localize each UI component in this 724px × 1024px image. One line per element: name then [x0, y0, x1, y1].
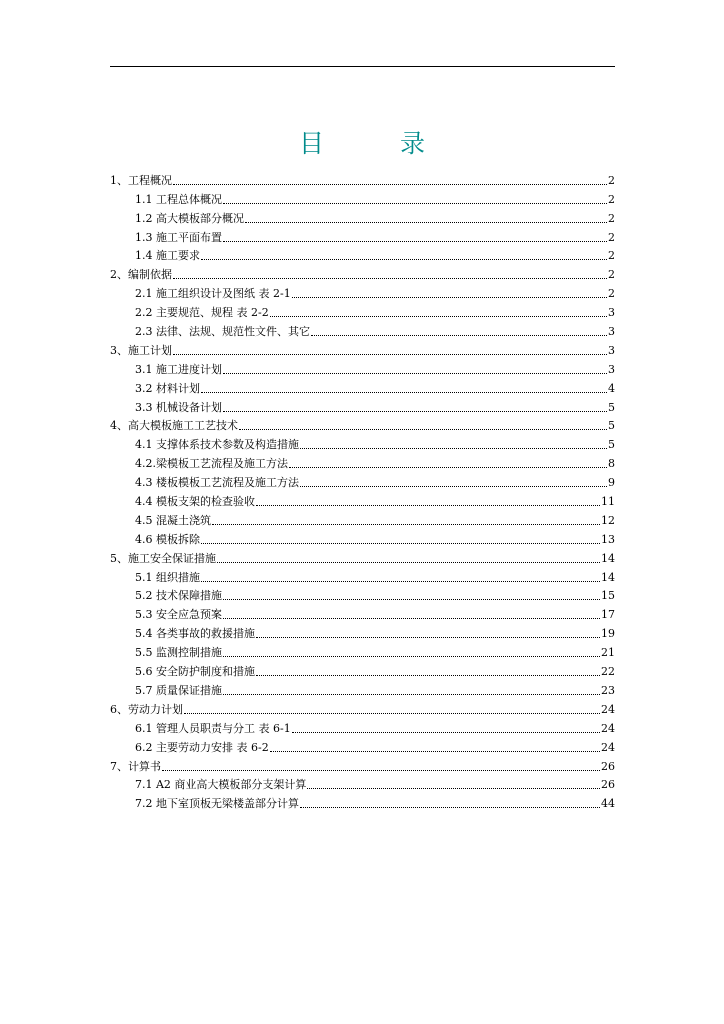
toc-entry-label: 5.3 安全应急预案 — [135, 608, 222, 622]
toc-entry-label: 6、劳动力计划 — [110, 702, 183, 716]
toc-page-number: 5 — [608, 419, 615, 433]
toc-entry-label: 1、工程概况 — [110, 173, 172, 187]
toc-section-entry[interactable] — [110, 281, 615, 300]
toc-entry-label: 5.4 各类事故的救援措施 — [135, 627, 255, 641]
toc-section-entry[interactable] — [110, 659, 615, 678]
toc-dot-leader — [173, 278, 607, 279]
toc-page-number: 24 — [601, 740, 615, 754]
toc-section-entry[interactable] — [110, 508, 615, 527]
toc-page-number: 3 — [608, 325, 615, 339]
toc-section-entry[interactable] — [110, 602, 615, 621]
toc-chapter-entry[interactable] — [110, 754, 615, 773]
toc-entry-label: 4.3 楼板模板工艺流程及施工方法 — [135, 476, 299, 490]
toc-section-entry[interactable] — [110, 565, 615, 584]
toc-entry-label: 5.2 技术保障措施 — [135, 589, 222, 603]
toc-section-entry[interactable] — [110, 621, 615, 640]
header-rule — [110, 66, 615, 67]
toc-chapter-entry[interactable] — [110, 262, 615, 281]
toc-entry-label: 3.1 施工进度计划 — [135, 362, 222, 376]
toc-dot-leader — [217, 562, 600, 563]
toc-dot-leader — [223, 618, 600, 619]
toc-dot-leader — [201, 392, 607, 393]
toc-entry-label: 5、施工安全保证措施 — [110, 551, 216, 565]
toc-dot-leader — [223, 411, 607, 412]
page-title: 目 录 — [299, 129, 459, 158]
toc-page-number: 14 — [601, 570, 615, 584]
table-of-contents — [110, 168, 615, 810]
toc-dot-leader — [292, 732, 600, 733]
toc-section-entry[interactable] — [110, 432, 615, 451]
toc-section-entry[interactable] — [110, 470, 615, 489]
toc-section-entry[interactable] — [110, 735, 615, 754]
toc-section-entry[interactable] — [110, 773, 615, 792]
toc-entry-label: 1.3 施工平面布置 — [135, 230, 222, 244]
toc-dot-leader — [223, 203, 607, 204]
toc-entry-label: 5.5 监测控制措施 — [135, 646, 222, 660]
toc-section-entry[interactable] — [110, 187, 615, 206]
toc-page-number: 22 — [601, 665, 615, 679]
toc-dot-leader — [292, 297, 607, 298]
toc-page-number: 9 — [608, 476, 615, 490]
toc-entry-label: 6.2 主要劳动力安排 表 6-2 — [135, 740, 269, 754]
toc-entry-label: 4.1 支撑体系技术参数及构造措施 — [135, 438, 299, 452]
toc-entry-label: 2.3 法律、法规、规范性文件、其它 — [135, 325, 310, 339]
toc-entry-label: 7.2 地下室顶板无梁楼盖部分计算 — [135, 797, 299, 811]
toc-dot-leader — [162, 770, 600, 771]
toc-entry-label: 5.6 安全防护制度和措施 — [135, 665, 255, 679]
toc-dot-leader — [239, 429, 607, 430]
toc-section-entry[interactable] — [110, 395, 615, 414]
toc-dot-leader — [223, 373, 607, 374]
toc-page-number: 2 — [608, 268, 615, 282]
toc-chapter-entry[interactable] — [110, 338, 615, 357]
toc-page-number: 2 — [608, 211, 615, 225]
toc-section-entry[interactable] — [110, 716, 615, 735]
toc-page-number: 12 — [601, 513, 615, 527]
toc-page-number: 2 — [608, 230, 615, 244]
toc-page-number: 8 — [608, 457, 615, 471]
toc-section-entry[interactable] — [110, 451, 615, 470]
toc-entry-label: 7、计算书 — [110, 759, 161, 773]
toc-dot-leader — [289, 467, 607, 468]
toc-dot-leader — [223, 694, 600, 695]
toc-entry-label: 1.4 施工要求 — [135, 249, 200, 263]
toc-page-number: 26 — [601, 759, 615, 773]
toc-page-number: 2 — [608, 287, 615, 301]
toc-entry-label: 4、高大模板施工工艺技术 — [110, 419, 238, 433]
toc-dot-leader — [256, 675, 600, 676]
toc-entry-label: 1.2 高大模板部分概况 — [135, 211, 244, 225]
toc-entry-label: 5.1 组织措施 — [135, 570, 200, 584]
toc-page-number: 17 — [601, 608, 615, 622]
toc-page-number: 24 — [601, 702, 615, 716]
toc-dot-leader — [256, 505, 600, 506]
toc-entry-label: 4.2.梁模板工艺流程及施工方法 — [135, 457, 288, 471]
toc-page-number: 2 — [608, 249, 615, 263]
toc-entry-label: 3.2 材料计划 — [135, 381, 200, 395]
toc-entry-label: 5.7 质量保证措施 — [135, 683, 222, 697]
toc-section-entry[interactable] — [110, 357, 615, 376]
toc-page-number: 23 — [601, 683, 615, 697]
toc-page-number: 44 — [601, 797, 615, 811]
toc-section-entry[interactable] — [110, 584, 615, 603]
toc-page-number: 3 — [608, 343, 615, 357]
toc-section-entry[interactable] — [110, 225, 615, 244]
toc-dot-leader — [300, 486, 607, 487]
toc-page-number: 4 — [608, 381, 615, 395]
toc-chapter-entry[interactable] — [110, 697, 615, 716]
toc-dot-leader — [212, 524, 600, 525]
toc-dot-leader — [173, 354, 607, 355]
toc-dot-leader — [256, 637, 600, 638]
toc-entry-label: 4.6 模板拆除 — [135, 532, 200, 546]
toc-dot-leader — [201, 543, 600, 544]
toc-chapter-entry[interactable] — [110, 546, 615, 565]
toc-dot-leader — [270, 316, 607, 317]
toc-page-number: 26 — [601, 778, 615, 792]
toc-page-number: 5 — [608, 438, 615, 452]
toc-page-number: 2 — [608, 192, 615, 206]
toc-section-entry[interactable] — [110, 376, 615, 395]
toc-section-entry[interactable] — [110, 319, 615, 338]
toc-entry-label: 3、施工计划 — [110, 343, 172, 357]
toc-entry-label: 7.1 A2 商业高大模板部分支架计算 — [135, 778, 307, 792]
toc-page-number: 5 — [608, 400, 615, 414]
toc-section-entry[interactable] — [110, 206, 615, 225]
toc-page-number: 11 — [601, 495, 615, 509]
toc-dot-leader — [223, 241, 607, 242]
toc-entry-label: 2、编制依据 — [110, 268, 172, 282]
toc-page-number: 19 — [601, 627, 615, 641]
toc-entry-label: 6.1 管理人员职责与分工 表 6-1 — [135, 721, 291, 735]
toc-section-entry[interactable] — [110, 791, 615, 810]
toc-page-number: 24 — [601, 721, 615, 735]
toc-entry-label: 1.1 工程总体概况 — [135, 192, 222, 206]
toc-dot-leader — [311, 335, 607, 336]
toc-chapter-entry[interactable] — [110, 414, 615, 433]
toc-entry-label: 2.1 施工组织设计及图纸 表 2-1 — [135, 287, 291, 301]
toc-page-number: 14 — [601, 551, 615, 565]
toc-page-number: 21 — [601, 646, 615, 660]
toc-section-entry[interactable] — [110, 527, 615, 546]
toc-entry-label: 3.3 机械设备计划 — [135, 400, 222, 414]
toc-dot-leader — [223, 656, 600, 657]
toc-page-number: 3 — [608, 306, 615, 320]
toc-page-number: 3 — [608, 362, 615, 376]
toc-page-number: 13 — [601, 532, 615, 546]
toc-entry-label: 4.4 模板支架的检查验收 — [135, 495, 255, 509]
toc-dot-leader — [307, 788, 600, 789]
toc-entry-label: 4.5 混凝土浇筑 — [135, 513, 211, 527]
toc-dot-leader — [173, 184, 607, 185]
toc-page-number: 2 — [608, 173, 615, 187]
toc-dot-leader — [270, 751, 600, 752]
toc-dot-leader — [245, 222, 607, 223]
toc-chapter-entry[interactable] — [110, 168, 615, 187]
toc-dot-leader — [184, 713, 600, 714]
toc-section-entry[interactable] — [110, 489, 615, 508]
toc-section-entry[interactable] — [110, 300, 615, 319]
toc-dot-leader — [223, 599, 600, 600]
toc-dot-leader — [201, 581, 600, 582]
toc-entry-label: 2.2 主要规范、规程 表 2-2 — [135, 306, 269, 320]
toc-section-entry[interactable] — [110, 678, 615, 697]
toc-section-entry[interactable] — [110, 244, 615, 263]
toc-dot-leader — [300, 448, 607, 449]
toc-page-number: 15 — [601, 589, 615, 603]
toc-dot-leader — [300, 807, 600, 808]
toc-section-entry[interactable] — [110, 640, 615, 659]
toc-dot-leader — [201, 259, 607, 260]
